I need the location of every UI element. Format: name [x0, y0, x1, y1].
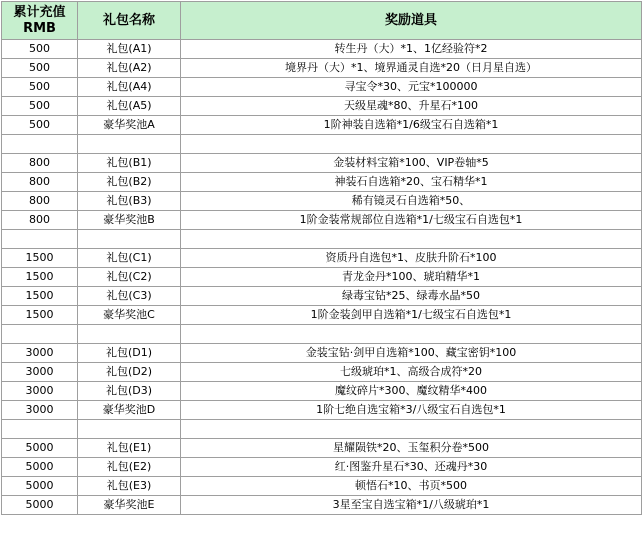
table-row: [2, 268, 642, 287]
reward-items-cell: 1阶金装常规部位自选箱*1/七级宝石自选包*1: [181, 211, 642, 230]
empty-cell: [2, 135, 78, 154]
package-name-cell: 礼包(A2): [78, 59, 181, 78]
header-package-name: 礼包名称: [78, 2, 181, 40]
table-row: [2, 477, 642, 496]
table-row: [2, 211, 642, 230]
spacer-row: [2, 325, 642, 344]
package-name-cell: 豪华奖池A: [78, 116, 181, 135]
amount-cell: 500: [2, 97, 78, 116]
table-body: [2, 40, 642, 515]
amount-cell: 1500: [2, 249, 78, 268]
reward-items-cell: 1阶七绝自选宝箱*3/八级宝石自选包*1: [181, 401, 642, 420]
table-row: [2, 306, 642, 325]
amount-cell: 500: [2, 59, 78, 78]
reward-items-cell: 1阶神装自选箱*1/6级宝石自选箱*1: [181, 116, 642, 135]
package-name-cell: 礼包(C1): [78, 249, 181, 268]
table-row: [2, 344, 642, 363]
reward-items-cell: 寻宝令*30、元宝*100000: [181, 78, 642, 97]
package-name-cell: 豪华奖池B: [78, 211, 181, 230]
amount-cell: 500: [2, 116, 78, 135]
amount-cell: 3000: [2, 382, 78, 401]
reward-items-cell: 天级星魂*80、升星石*100: [181, 97, 642, 116]
reward-items-cell: 1阶金装剑甲自选箱*1/七级宝石自选包*1: [181, 306, 642, 325]
reward-items-cell: 境界丹（大）*1、境界通灵自选*20（日月星自选）: [181, 59, 642, 78]
amount-cell: 5000: [2, 439, 78, 458]
table-row: [2, 439, 642, 458]
reward-items-cell: 星耀陨铁*20、玉玺积分卷*500: [181, 439, 642, 458]
package-name-cell: 礼包(E3): [78, 477, 181, 496]
reward-items-cell: 青龙金丹*100、琥珀精华*1: [181, 268, 642, 287]
reward-items-cell: 资质丹自选包*1、皮肤升阶石*100: [181, 249, 642, 268]
empty-cell: [2, 325, 78, 344]
reward-items-cell: 金装宝钻·剑甲自选箱*100、藏宝密钥*100: [181, 344, 642, 363]
package-name-cell: 礼包(E1): [78, 439, 181, 458]
table-row: [2, 59, 642, 78]
package-name-cell: 豪华奖池C: [78, 306, 181, 325]
amount-cell: 5000: [2, 458, 78, 477]
header-reward-items: 奖励道具: [181, 2, 642, 40]
package-name-cell: 礼包(B3): [78, 192, 181, 211]
empty-cell: [78, 420, 181, 439]
header-amount: [2, 2, 78, 40]
amount-cell: 5000: [2, 496, 78, 515]
table-row: [2, 116, 642, 135]
package-name-cell: 礼包(A4): [78, 78, 181, 97]
empty-cell: [78, 135, 181, 154]
reward-table: [1, 1, 642, 515]
package-name-cell: 礼包(B2): [78, 173, 181, 192]
empty-cell: [78, 325, 181, 344]
reward-items-cell: 魔纹碎片*300、魔纹精华*400: [181, 382, 642, 401]
table-row: [2, 287, 642, 306]
reward-items-cell: 红·图鉴升星石*30、还魂丹*30: [181, 458, 642, 477]
amount-cell: 5000: [2, 477, 78, 496]
table-row: [2, 401, 642, 420]
package-name-cell: 礼包(D2): [78, 363, 181, 382]
reward-items-cell: 转生丹（大）*1、1亿经验符*2: [181, 40, 642, 59]
table-row: [2, 458, 642, 477]
table-row: [2, 382, 642, 401]
header-amount-line2: RMB: [23, 20, 56, 36]
table-row: [2, 40, 642, 59]
package-name-cell: 礼包(C3): [78, 287, 181, 306]
table-row: [2, 154, 642, 173]
empty-cell: [181, 230, 642, 249]
table-row: [2, 363, 642, 382]
amount-cell: 800: [2, 211, 78, 230]
amount-cell: 3000: [2, 401, 78, 420]
amount-cell: 1500: [2, 287, 78, 306]
table-row: [2, 192, 642, 211]
amount-cell: 800: [2, 192, 78, 211]
amount-cell: 800: [2, 173, 78, 192]
amount-cell: 500: [2, 40, 78, 59]
table-row: [2, 78, 642, 97]
package-name-cell: 礼包(E2): [78, 458, 181, 477]
package-name-cell: 豪华奖池D: [78, 401, 181, 420]
package-name-cell: 豪华奖池E: [78, 496, 181, 515]
package-name-cell: 礼包(B1): [78, 154, 181, 173]
empty-cell: [181, 135, 642, 154]
empty-cell: [181, 420, 642, 439]
reward-items-cell: 顿悟石*10、书页*500: [181, 477, 642, 496]
table-row: [2, 173, 642, 192]
package-name-cell: 礼包(D3): [78, 382, 181, 401]
empty-cell: [181, 325, 642, 344]
reward-items-cell: 3星至宝自选宝箱*1/八级琥珀*1: [181, 496, 642, 515]
package-name-cell: 礼包(D1): [78, 344, 181, 363]
reward-items-cell: 七级琥珀*1、高级合成符*20: [181, 363, 642, 382]
amount-cell: 1500: [2, 268, 78, 287]
amount-cell: 500: [2, 78, 78, 97]
table-row: [2, 496, 642, 515]
amount-cell: 1500: [2, 306, 78, 325]
package-name-cell: 礼包(A5): [78, 97, 181, 116]
table-row: [2, 249, 642, 268]
spacer-row: [2, 230, 642, 249]
amount-cell: 3000: [2, 344, 78, 363]
spacer-row: [2, 420, 642, 439]
header-row: [2, 2, 642, 40]
empty-cell: [2, 420, 78, 439]
package-name-cell: 礼包(A1): [78, 40, 181, 59]
amount-cell: 800: [2, 154, 78, 173]
reward-items-cell: 稀有镜灵石自选箱*50、: [181, 192, 642, 211]
reward-items-cell: 绿毒宝钻*25、绿毒水晶*50: [181, 287, 642, 306]
amount-cell: 3000: [2, 363, 78, 382]
header-amount-line1: 累计充值: [13, 4, 66, 20]
empty-cell: [78, 230, 181, 249]
empty-cell: [2, 230, 78, 249]
reward-items-cell: 金装材料宝箱*100、VIP卷轴*5: [181, 154, 642, 173]
table-row: [2, 97, 642, 116]
spacer-row: [2, 135, 642, 154]
package-name-cell: 礼包(C2): [78, 268, 181, 287]
reward-items-cell: 神装石自选箱*20、宝石精华*1: [181, 173, 642, 192]
